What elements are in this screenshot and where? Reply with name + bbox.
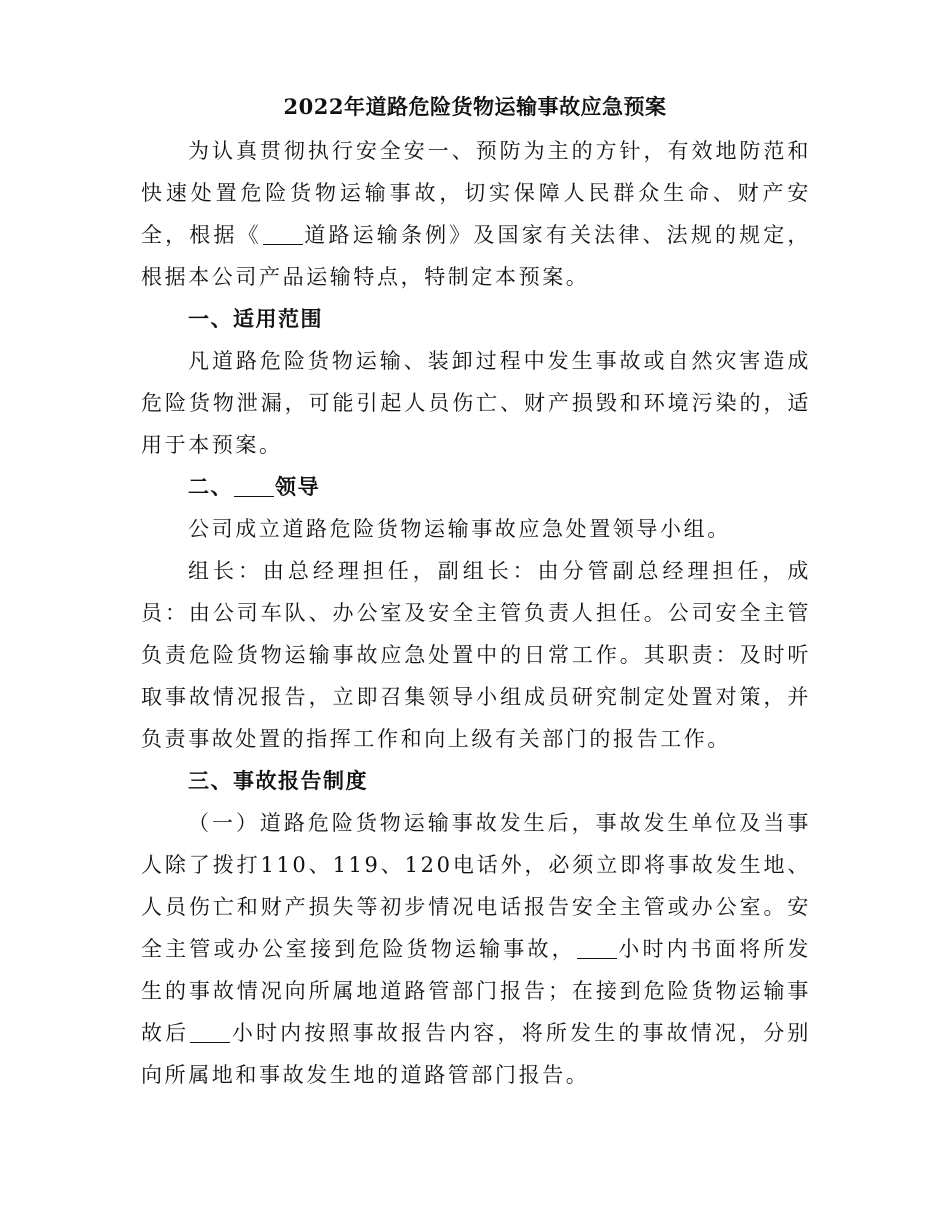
fill-in-blank <box>263 224 303 245</box>
intro-paragraph <box>141 130 811 298</box>
section3-text-part3: 小时内按照事故报告内容，将所发生的事故情况，分别向所属地和事故发生地的道路管部门报告。 <box>141 1021 811 1087</box>
section3-heading: 三、事故报告制度 <box>188 768 368 793</box>
section1-heading: 一、适用范围 <box>188 306 323 331</box>
fill-in-blank <box>577 938 617 959</box>
section2-heading-prefix: 二、 <box>188 474 233 499</box>
section3-paragraph-1 <box>141 802 811 1096</box>
section3-text-part2: 小时内书面将所发生的事故情况向所属地道路管部门报告；在接到危险货物运输事故后 <box>141 937 811 1045</box>
section3-text-part1: （一）道路危险货物运输事故发生后，事故发生单位及当事人除了拨打110、119、120电话外，必须立即将事故发生地、人员伤亡和财产损失等初步情况电话报告安全主管或办公室。安全主管或办公室接到危险货物运输事故， <box>141 811 811 961</box>
fill-in-blank <box>190 1022 230 1043</box>
intro-text-part2: 道路运输条例》及国家有关法律、法规的规定，根据本公司产品运输特点，特制定本预案。 <box>141 223 812 289</box>
section2-heading <box>141 466 811 508</box>
section2-heading-suffix: 领导 <box>275 474 320 499</box>
section2-paragraph-2: 组长：由总经理担任，副组长：由分管副总经理担任，成员：由公司车队、办公室及安全主管负责人担任。公司安全主管负责危险货物运输事故应急处置中的日常工作。其职责：及时听取事故情况报告，立即召集领导小组成员研究制定处置对策，并负责事故处置的指挥工作和向上级有关部门的报告工作。 <box>141 559 811 751</box>
document-title: 2022年道路危险货物运输事故应急预案 <box>283 94 667 119</box>
intro-text-part1: 为认真贯彻执行安全安一、预防为主的方针，有效地防范和快速处置危险货物运输事故，切实保障人民群众生命、财产安全，根据《 <box>141 139 811 247</box>
document-body <box>141 130 811 1096</box>
section2-paragraph-1: 公司成立道路危险货物运输事故应急处置领导小组。 <box>188 517 731 541</box>
section1-paragraph: 凡道路危险货物运输、装卸过程中发生事故或自然灾害造成危险货物泄漏，可能引起人员伤亡、财产损毁和环境污染的，适用于本预案。 <box>141 349 811 457</box>
fill-in-blank <box>234 476 274 497</box>
